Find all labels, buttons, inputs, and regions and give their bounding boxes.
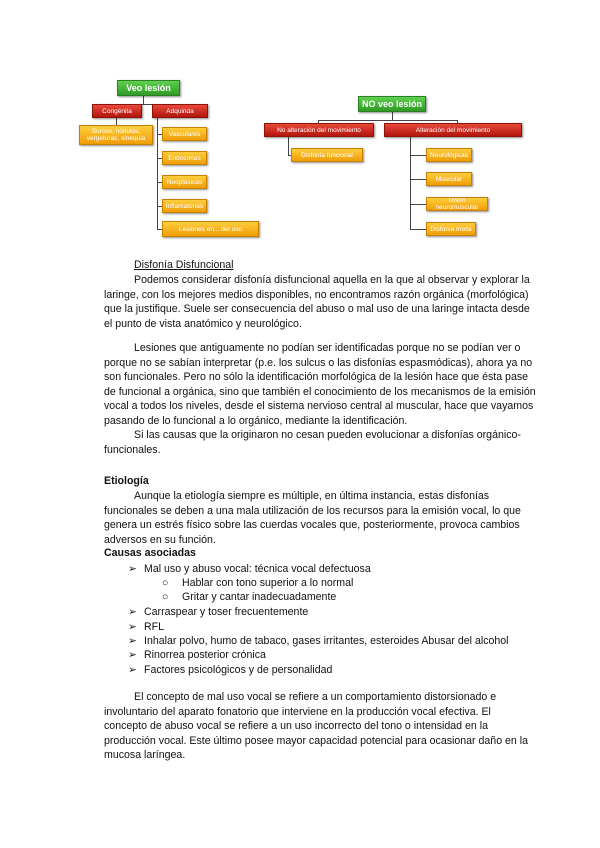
list-item: ➢ Factores psicológicos y de personalidad <box>128 664 333 676</box>
arrow-bullet-icon: ➢ <box>128 621 137 633</box>
node-disfonia-mixta: Disfonía mixta <box>426 222 476 236</box>
arrow-bullet-icon: ➢ <box>128 563 137 575</box>
node-neoplasicas: Neoplásicas <box>162 175 207 189</box>
section-title-etiologia: Etiología <box>104 475 149 487</box>
node-vasculares: Vasculares <box>162 127 207 141</box>
node-neurologicas: Neurológicas <box>426 148 472 162</box>
list-item: ➢ Carraspear y toser frecuentemente <box>128 606 309 618</box>
list-item: ○ Gritar y cantar inadecuadamente <box>162 591 337 603</box>
node-endocrinas: Endocrinas <box>162 151 207 165</box>
paragraph-1: Podemos considerar disfonía disfuncional aquella en la que al observar y explorar la laringe, con los mejores medios disponibles, no encontramos razón orgánica (morfológica) que la justifique. Suele ser consecuencia del abuso o mal uso de una laringe intacta desde el punto de vista anatómico y neurológico. <box>104 274 530 330</box>
node-alteracion: Alteración del movimiento <box>384 123 522 137</box>
arrow-bullet-icon: ➢ <box>128 664 137 676</box>
list-item: ○ Hablar con tono superior a lo normal <box>162 577 354 589</box>
list-item: ➢ RFL <box>128 621 165 633</box>
paragraph-2: Lesiones que antiguamente no podían ser identificadas porque no se podían ver o porque no se sabían interpretar (p.e. los sulcus o las disfonías espasmódicas), ahora ya no son funcionales. Pero no sólo la identificación morfológica de la lesión hace que ésta pase de funcional a orgánica, sino que también el conocimiento de los mecanismos de la emisión vocal a todos los niveles, desde el sistema nervioso central al muscular, hace que vayamos pasando de lo funcional a lo orgánico, mediante la identificación. <box>104 342 536 427</box>
node-muscular: Muscular <box>426 172 472 186</box>
node-adquirida: Adquirida <box>152 104 208 118</box>
paragraph-closing: El concepto de mal uso vocal se refiere a un comportamiento distorsionado e involuntario del aparato fonatorio que interviene en la producción vocal efectiva. El concepto de abuso vocal se refiere a un uso incorrecto del tono o intensidad en la producción vocal. Este último posee mayor capacidad potencial para ocasionar daño en la mucosa laríngea. <box>104 691 529 762</box>
section-title-disfonia: Disfonía Disfuncional <box>134 259 234 271</box>
node-inflamatorias: Inflamatorias <box>162 199 207 213</box>
list-item: ➢ Rinorrea posterior crónica <box>128 649 266 661</box>
node-surcos: Surcos, nódulos, vergeturas, sinequia <box>79 125 153 145</box>
list-item: ➢ Mal uso y abuso vocal: técnica vocal defectuosa <box>128 563 371 575</box>
node-union-neuromuscular: Unión neuromuscular <box>426 197 488 211</box>
list-item: ➢ Inhalar polvo, humo de tabaco, gases irritantes, esteroides Abusar del alcohol <box>128 635 509 647</box>
arrow-bullet-icon: ➢ <box>128 649 137 661</box>
circle-bullet-icon: ○ <box>162 591 169 603</box>
circle-bullet-icon: ○ <box>162 577 169 589</box>
arrow-bullet-icon: ➢ <box>128 635 137 647</box>
paragraph-etiologia: Aunque la etiología siempre es múltiple, en última instancia, estas disfonías funcionales se deben a una mala utilización de los recursos para la emisión vocal, lo que genera un estrés físico sobre las cuerdas vocales que, posteriormente, provoca cambios adversos en su función. <box>104 490 521 546</box>
subtitle-causas: Causas asociadas <box>104 547 196 559</box>
node-congenita: Congénita <box>92 104 142 118</box>
arrow-bullet-icon: ➢ <box>128 606 137 618</box>
node-veo-lesion: Veo lesión <box>117 80 180 96</box>
node-no-alteracion: No alteración del movimiento <box>264 123 374 137</box>
node-disfonia-funcional: Disfonía funcional <box>291 148 363 162</box>
node-lesiones-uso: Lesiones en... del uso <box>162 221 259 237</box>
paragraph-3: Si las causas que la originaron no cesan pueden evolucionar a disfonías orgánico-funcionales. <box>104 429 521 456</box>
node-no-veo-lesion: NO veo lesión <box>358 96 426 112</box>
